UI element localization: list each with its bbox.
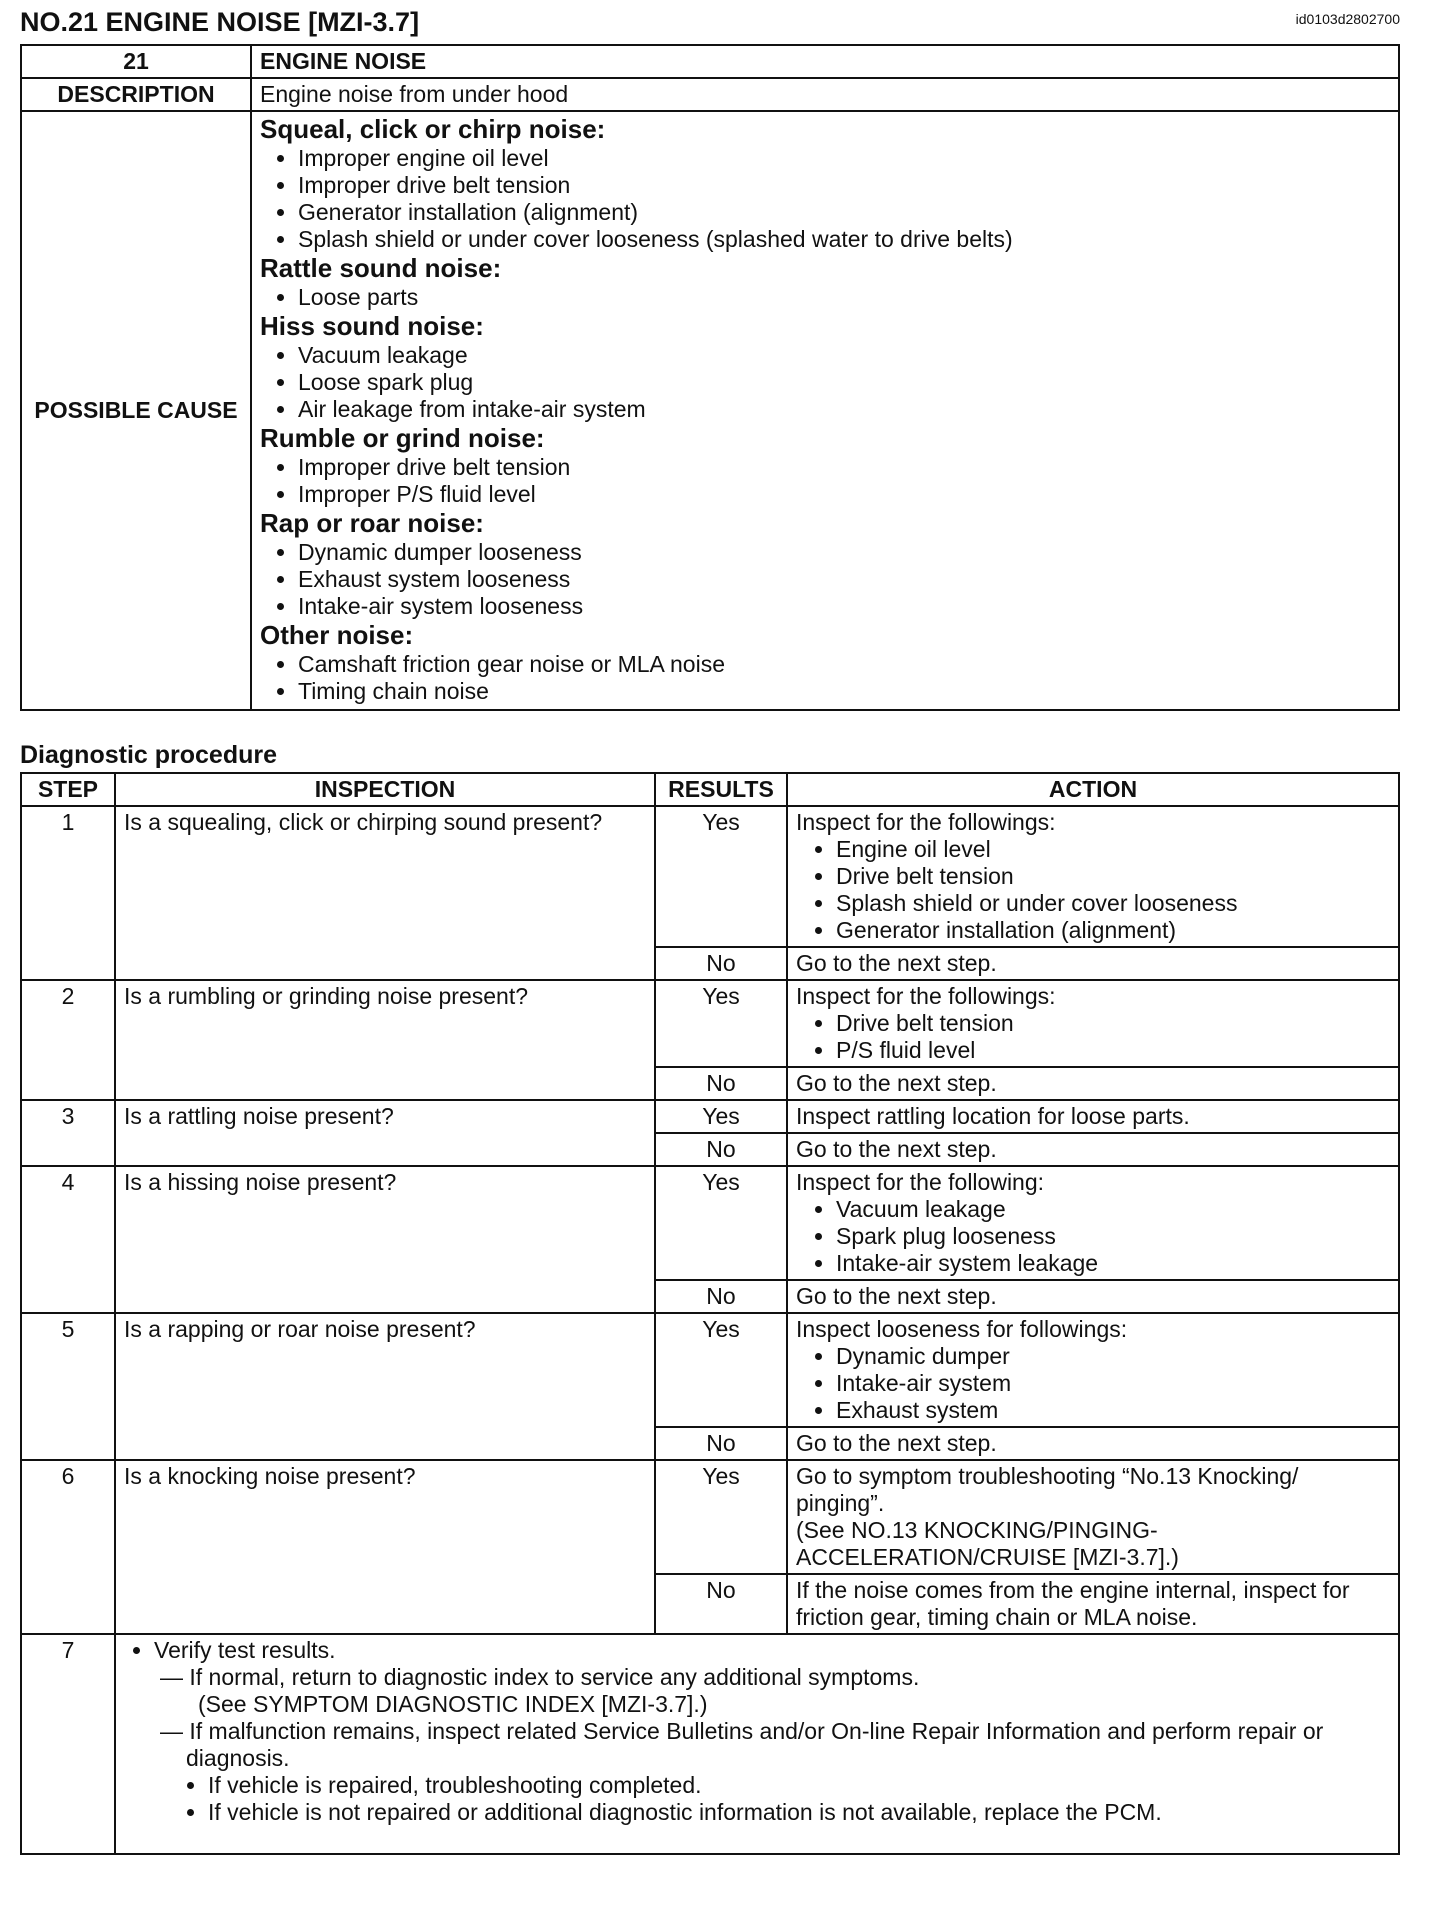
action-item: • Intake-air system xyxy=(836,1370,1390,1397)
action-yes xyxy=(787,1313,1399,1427)
table-row xyxy=(21,1634,1399,1854)
symptom-name: ENGINE NOISE xyxy=(251,45,1399,78)
cause-item: • Splash shield or under cover looseness (splashed water to drive belts) xyxy=(298,226,1390,253)
action-no: If the noise comes from the engine internal, inspect for friction gear, timing chain or MLA noise. xyxy=(787,1574,1399,1634)
result-no: No xyxy=(655,947,787,980)
verify-malfunction: — If malfunction remains, inspect related Service Bulletins and/or On-line Repair Information and perform repair or diagnosis. xyxy=(160,1718,1324,1771)
action-yes: Inspect rattling location for loose parts. xyxy=(787,1100,1399,1133)
possible-cause-row xyxy=(21,111,1399,710)
inspection-text: Is a rumbling or grinding noise present? xyxy=(115,980,655,1100)
document-id: id0103d2802700 xyxy=(1295,11,1400,27)
cause-category-title: Rattle sound noise: xyxy=(260,253,502,283)
cause-item: • Air leakage from intake-air system xyxy=(298,396,1390,423)
action-item: • Generator installation (alignment) xyxy=(836,917,1390,944)
action-item: • Engine oil level xyxy=(836,836,1390,863)
symptom-number: 21 xyxy=(21,45,251,78)
cause-category-title: Rap or roar noise: xyxy=(260,508,484,538)
table-row xyxy=(21,806,1399,947)
cause-item: • Vacuum leakage xyxy=(298,342,1390,369)
result-no: No xyxy=(655,1133,787,1166)
table-row xyxy=(21,980,1399,1067)
cause-category xyxy=(260,508,1390,620)
description-text: Engine noise from under hood xyxy=(251,78,1399,111)
header-inspection: INSPECTION xyxy=(115,773,655,806)
step-number: 4 xyxy=(21,1166,115,1313)
step-number: 2 xyxy=(21,980,115,1100)
diagnostic-procedure-title: Diagnostic procedure xyxy=(20,741,277,769)
action-item: • Spark plug looseness xyxy=(836,1223,1390,1250)
action-yes xyxy=(787,806,1399,947)
cause-category xyxy=(260,620,1390,705)
header-results: RESULTS xyxy=(655,773,787,806)
action-item: • Intake-air system leakage xyxy=(836,1250,1390,1277)
description-row xyxy=(21,78,1399,111)
table-row xyxy=(21,1100,1399,1133)
action-yes xyxy=(787,980,1399,1067)
verify-sub-item: • If vehicle is repaired, troubleshooting completed. xyxy=(208,1772,1390,1799)
action-no: Go to the next step. xyxy=(787,1133,1399,1166)
step-number: 3 xyxy=(21,1100,115,1166)
result-no: No xyxy=(655,1067,787,1100)
inspection-text: Is a squealing, click or chirping sound present? xyxy=(115,806,655,980)
action-yes xyxy=(787,1460,1399,1574)
action-item: • Vacuum leakage xyxy=(836,1196,1390,1223)
action-reference: (See NO.13 KNOCKING/PINGING-ACCELERATION/CRUISE [MZI-3.7].) xyxy=(796,1517,1179,1570)
result-yes: Yes xyxy=(655,1460,787,1574)
result-no: No xyxy=(655,1427,787,1460)
cause-item: • Improper drive belt tension xyxy=(298,172,1390,199)
possible-cause-list xyxy=(251,111,1399,710)
page-title: NO.21 ENGINE NOISE [MZI-3.7] xyxy=(20,7,420,37)
action-item: • Splash shield or under cover looseness xyxy=(836,890,1390,917)
cause-category xyxy=(260,311,1390,423)
step-number: 6 xyxy=(21,1460,115,1634)
diagnostic-header-row xyxy=(21,773,1399,806)
step-number: 5 xyxy=(21,1313,115,1460)
verify-results-cell xyxy=(115,1634,1399,1854)
action-no: Go to the next step. xyxy=(787,947,1399,980)
cause-item: • Intake-air system looseness xyxy=(298,593,1390,620)
cause-item: • Improper engine oil level xyxy=(298,145,1390,172)
cause-item: • Camshaft friction gear noise or MLA noise xyxy=(298,651,1390,678)
inspection-text: Is a rapping or roar noise present? xyxy=(115,1313,655,1460)
action-text: Inspect looseness for followings: xyxy=(796,1316,1128,1342)
action-item: • Drive belt tension xyxy=(836,1010,1390,1037)
result-yes: Yes xyxy=(655,1100,787,1133)
action-no: Go to the next step. xyxy=(787,1280,1399,1313)
cause-item: • Timing chain noise xyxy=(298,678,1390,705)
cause-category xyxy=(260,423,1390,508)
action-item: • Exhaust system xyxy=(836,1397,1390,1424)
result-yes: Yes xyxy=(655,806,787,947)
verify-bullet: • Verify test results. xyxy=(154,1637,1390,1664)
result-yes: Yes xyxy=(655,980,787,1067)
action-text: Inspect for the followings: xyxy=(796,809,1056,835)
action-no: Go to the next step. xyxy=(787,1067,1399,1100)
table-row xyxy=(21,1313,1399,1427)
verify-normal: — If normal, return to diagnostic index to service any additional symptoms. xyxy=(160,1664,920,1690)
diagnostic-table xyxy=(20,772,1400,1855)
result-no: No xyxy=(655,1280,787,1313)
inspection-text: Is a knocking noise present? xyxy=(115,1460,655,1634)
cause-item: • Dynamic dumper looseness xyxy=(298,539,1390,566)
cause-category xyxy=(260,114,1390,253)
table-row xyxy=(21,1166,1399,1280)
action-text: Inspect for the followings: xyxy=(796,983,1056,1009)
possible-cause-label: POSSIBLE CAUSE xyxy=(21,111,251,710)
cause-category-title: Squeal, click or chirp noise: xyxy=(260,114,606,144)
header-action: ACTION xyxy=(787,773,1399,806)
cause-category-title: Other noise: xyxy=(260,620,414,650)
step-number: 1 xyxy=(21,806,115,980)
cause-item: • Improper P/S fluid level xyxy=(298,481,1390,508)
action-text: Go to symptom troubleshooting “No.13 Knocking/ pinging”. xyxy=(796,1463,1299,1516)
cause-category-title: Rumble or grind noise: xyxy=(260,423,545,453)
result-no: No xyxy=(655,1574,787,1634)
verify-normal-reference: (See SYMPTOM DIAGNOSTIC INDEX [MZI-3.7].) xyxy=(198,1691,708,1717)
symptom-header-row xyxy=(21,45,1399,78)
action-no: Go to the next step. xyxy=(787,1427,1399,1460)
cause-item: • Generator installation (alignment) xyxy=(298,199,1390,226)
symptom-table xyxy=(20,44,1400,711)
cause-item: • Loose parts xyxy=(298,284,1390,311)
action-text: Inspect for the following: xyxy=(796,1169,1045,1195)
result-yes: Yes xyxy=(655,1313,787,1427)
description-label: DESCRIPTION xyxy=(21,78,251,111)
cause-item: • Exhaust system looseness xyxy=(298,566,1390,593)
action-yes xyxy=(787,1166,1399,1280)
step-number: 7 xyxy=(21,1634,115,1854)
inspection-text: Is a hissing noise present? xyxy=(115,1166,655,1313)
action-item: • Dynamic dumper xyxy=(836,1343,1390,1370)
cause-category-title: Hiss sound noise: xyxy=(260,311,484,341)
header-step: STEP xyxy=(21,773,115,806)
table-row xyxy=(21,1460,1399,1574)
verify-sub-item: • If vehicle is not repaired or additional diagnostic information is not available, replace the PCM. xyxy=(208,1799,1390,1826)
inspection-text: Is a rattling noise present? xyxy=(115,1100,655,1166)
cause-item: • Loose spark plug xyxy=(298,369,1390,396)
action-item: • P/S fluid level xyxy=(836,1037,1390,1064)
cause-category xyxy=(260,253,1390,311)
result-yes: Yes xyxy=(655,1166,787,1280)
action-item: • Drive belt tension xyxy=(836,863,1390,890)
cause-item: • Improper drive belt tension xyxy=(298,454,1390,481)
